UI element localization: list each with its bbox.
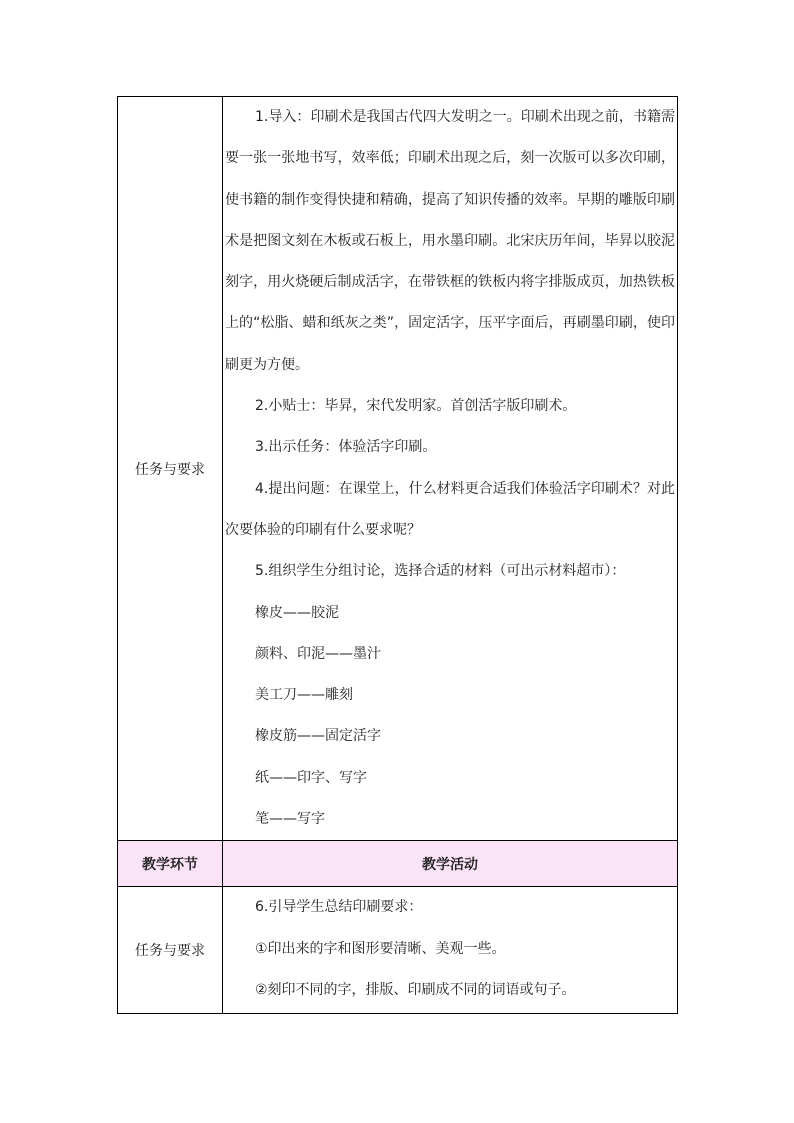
table-header-row	[118, 841, 678, 887]
paragraph-discussion: 5.组织学生分组讨论，选择合适的材料（可出示材料超市）：	[255, 563, 626, 580]
task-row-1	[118, 97, 678, 841]
task-content-2	[223, 887, 678, 1014]
task-label-2: 任务与要求	[118, 887, 223, 1014]
paragraph-question: 4.提出问题：在课堂上，什么材料更合适我们体验活字印刷术？对此次要体验的印刷有什么要求呢？	[225, 480, 675, 538]
header-teaching-activity: 教学活动	[223, 841, 678, 887]
requirement-item: ②刻印不同的字，排版、印刷成不同的词语或句子。	[255, 981, 576, 998]
material-item: 橡皮筋——固定活字	[255, 728, 381, 745]
header-teaching-stage: 教学环节	[118, 841, 223, 887]
paragraph-intro: 1.导入：印刷术是我国古代四大发明之一。印刷术出现之前，书籍需要一张一张地书写，效率低；印刷术出现之后，刻一次版可以多次印刷，使书籍的制作变得快捷和精确，提高了知识传播的效率。早期的雕版印刷术是把图文刻在木板或石板上，用水墨印刷。北宋庆历年间，毕昇以胶泥刻字，用火烧硬后制成活字，在带铁框的铁板内将字排版成页，加热铁板上的“松脂、蜡和纸灰之类”，固定活字，压平字面后，再刷墨印刷，使印刷更为方便。	[225, 109, 675, 373]
material-item: 美工刀——雕刻	[255, 687, 353, 704]
material-item: 橡皮——胶泥	[255, 604, 339, 621]
task-row-2	[118, 887, 678, 1014]
task-label-1: 任务与要求	[118, 97, 223, 841]
paragraph-task: 3.出示任务：体验活字印刷。	[255, 439, 437, 456]
material-item: 笔——写字	[255, 811, 325, 828]
material-item: 颜料、印泥——墨汁	[255, 645, 381, 662]
requirement-item: ①印出来的字和图形要清晰、美观一些。	[255, 940, 506, 957]
lesson-plan-table	[117, 96, 678, 1014]
material-item: 纸——印字、写字	[255, 769, 367, 786]
paragraph-summary: 6.引导学生总结印刷要求：	[255, 899, 423, 916]
paragraph-tip: 2.小贴士：毕昇，宋代发明家。首创活字版印刷术。	[255, 398, 577, 415]
task-content-1	[223, 97, 678, 841]
